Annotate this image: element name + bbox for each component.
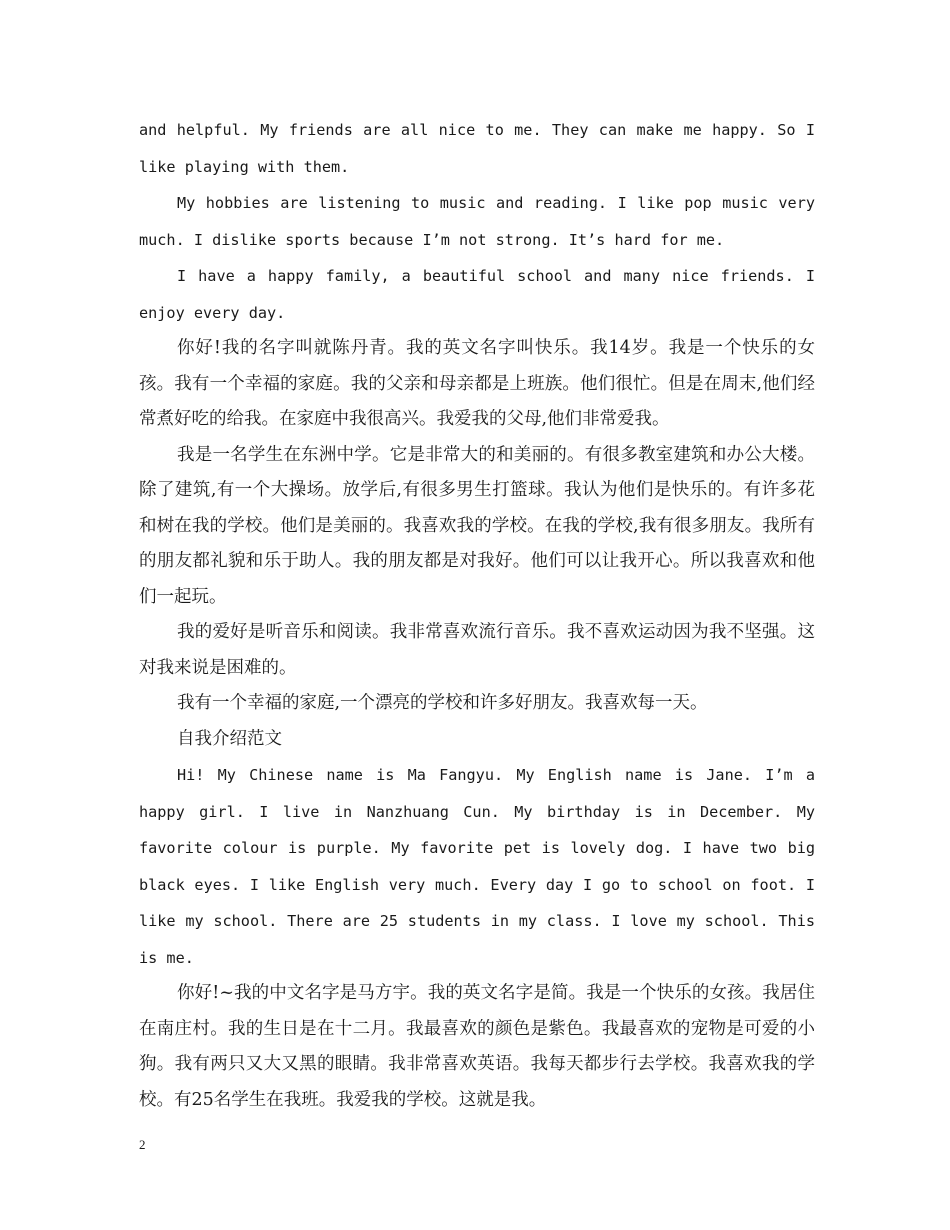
paragraph-family-en: I have a happy family, a beautiful school and many nice friends. I enjoy every day.	[139, 267, 815, 322]
paragraph-friends-continued: and helpful. My friends are all nice to me. They can make me happy. So I like playing with them.	[139, 121, 815, 176]
document-body	[139, 112, 815, 1118]
paragraph-jane-en: Hi! My Chinese name is Ma Fangyu. My English name is Jane. I’m a happy girl. I live in Nanzhuang Cun. My birthday is in December. My favorite colour is purple. My favorite pet is lovely dog. I have two big black eyes. I like English very much. Every day I go to school on foot. I like my school. There are 25 students in my class. I love my school. This is me.	[139, 766, 815, 967]
page-number: 2	[139, 1137, 146, 1152]
paragraph-school-zh: 我是一名学生在东洲中学。它是非常大的和美丽的。有很多教室建筑和办公大楼。除了建筑,有一个大操场。放学后,有很多男生打篮球。我认为他们是快乐的。有许多花和树在我的学校。他们是美丽的。我喜欢我的学校。在我的学校,我有很多朋友。我所有的朋友都礼貌和乐于助人。我的朋友都是对我好。他们可以让我开心。所以我喜欢和他们一起玩。	[139, 444, 815, 607]
section-heading: 自我介绍范文	[177, 728, 282, 749]
paragraph-hobbies-en: My hobbies are listening to music and reading. I like pop music very much. I dislike sports because I’m not strong. It’s hard for me.	[139, 194, 815, 249]
paragraph-intro-zh: 你好!我的名字叫就陈丹青。我的英文名字叫快乐。我14岁。我是一个快乐的女孩。我有一个幸福的家庭。我的父亲和母亲都是上班族。他们很忙。但是在周末,他们经常煮好吃的给我。在家庭中我很高兴。我爱我的父母,他们非常爱我。	[139, 338, 815, 429]
paragraph-hobbies-zh: 我的爱好是听音乐和阅读。我非常喜欢流行音乐。我不喜欢运动因为我不坚强。这对我来说是困难的。	[139, 622, 815, 678]
paragraph-jane-zh: 你好!~我的中文名字是马方宇。我的英文名字是简。我是一个快乐的女孩。我居住在南庄村。我的生日是在十二月。我最喜欢的颜色是紫色。我最喜欢的宠物是可爱的小狗。我有两只又大又黑的眼睛。我非常喜欢英语。我每天都步行去学校。我喜欢我的学校。有25名学生在我班。我爱我的学校。这就是我。	[139, 983, 815, 1110]
paragraph-family-zh: 我有一个幸福的家庭,一个漂亮的学校和许多好朋友。我喜欢每一天。	[177, 693, 708, 713]
